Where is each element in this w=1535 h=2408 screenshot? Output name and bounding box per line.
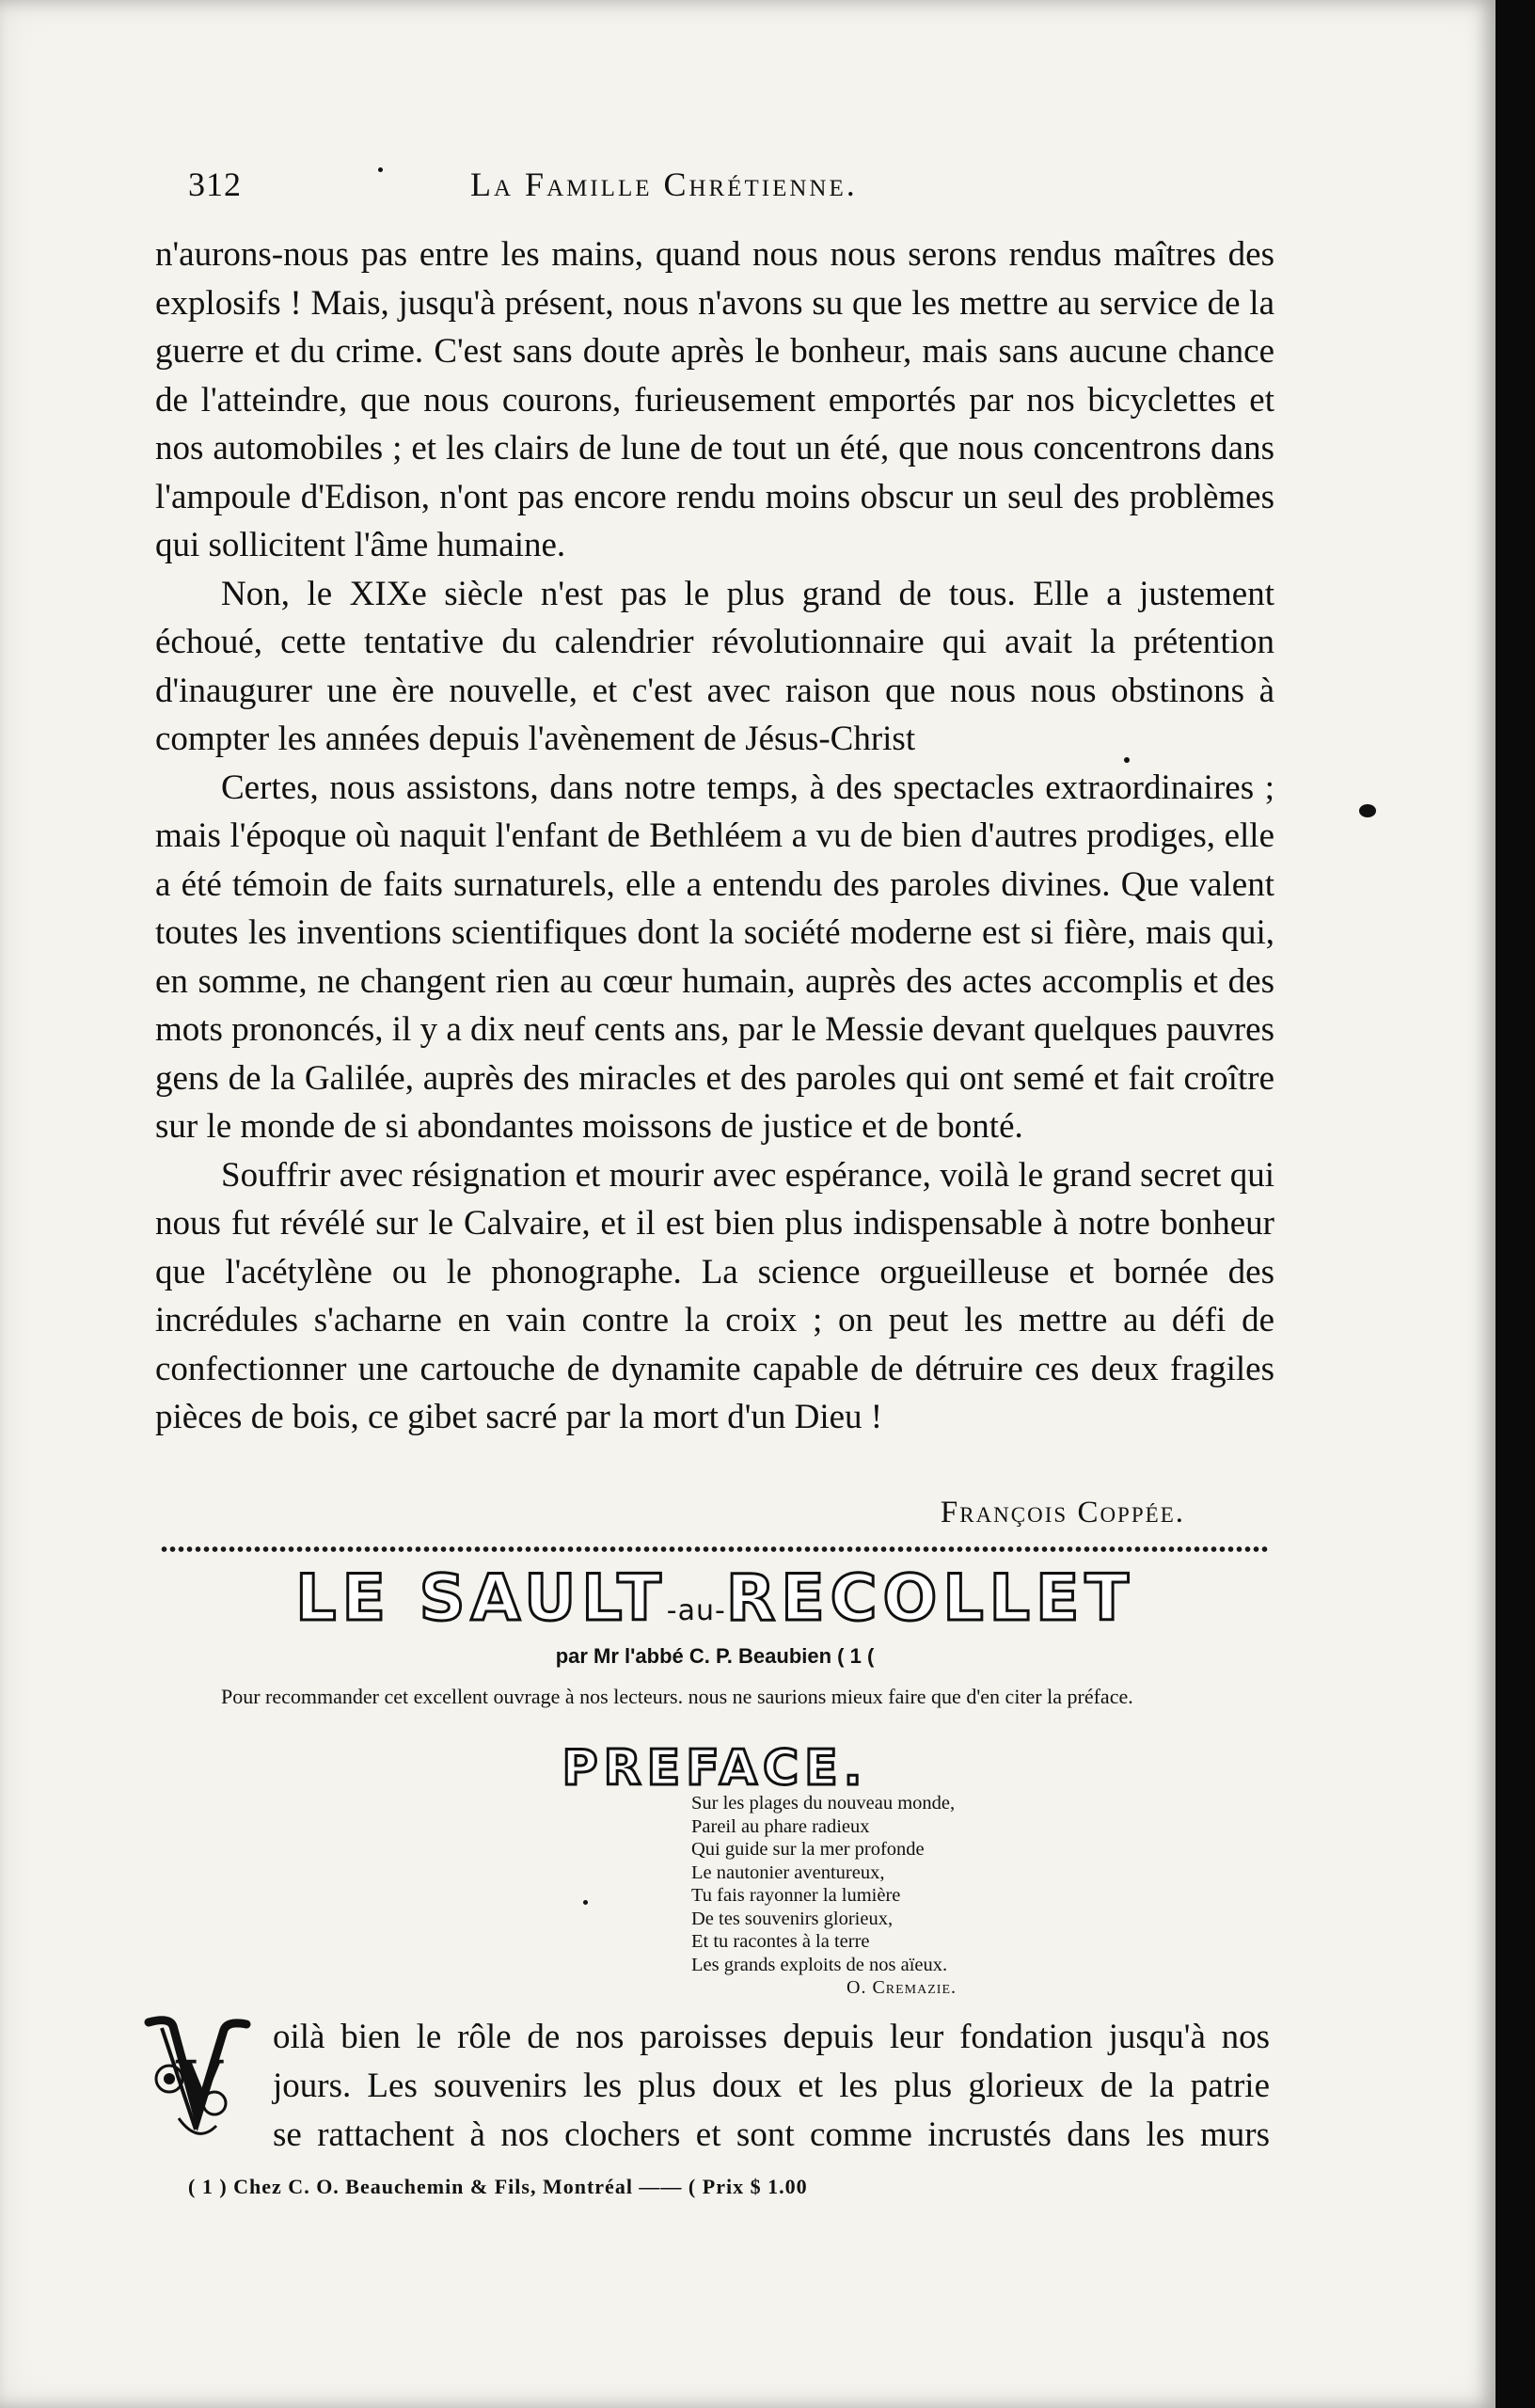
poem-line: Le nautonier aventureux, (691, 1861, 885, 1883)
running-head (169, 155, 1279, 212)
article-body (155, 230, 1274, 1442)
ink-speck (1359, 804, 1376, 817)
article-paragraph: Souffrir avec résignation et mourir avec espérance, voilà le grand secret qui nous fut révélé sur le Calvaire, et il est bien plus indispensable à notre bonheur que l'acétylène ou le phonographe. La science orgueilleuse et bornée des incrédules s'acharne en vain contre la croix ; on peut les mettre au défi de confectionner une cartouche de dynamite capable de détruire ces deux fragiles pièces de bois, ce gibet sacré par la mort d'un Dieu ! (155, 1155, 1274, 1436)
section-title-part1: LE SAULT (295, 1561, 667, 1636)
article-paragraph: n'aurons-nous pas entre les mains, quand nous nous serons rendus maîtres des explosifs ! Mais, jusqu'à présent, nous n'avons su que les mettre au service de la guerre et du crime. C'est sans doute après le bonheur, mais sans aucune chance de l'atteindre, que nous courons, furieusement emportés par nos bicyclettes et nos automobiles ; et les clairs de lune de tout un été, que nous concentrons dans l'ampoule d'Edison, n'ont pas encore rendu moins obscur un seul des problèmes qui sollicitent l'âme humaine. (155, 235, 1274, 564)
preface-title: PREFACE. (562, 1740, 868, 1797)
preface-body (273, 2013, 1270, 2160)
preface-line: oilà bien le rôle de nos paroisses depuis leur fondation jusqu'à nos (273, 2018, 1270, 2056)
ink-speck (1124, 757, 1130, 763)
ornamental-dropcap (141, 2013, 254, 2145)
poem-line: Sur les plages du nouveau monde, (691, 1793, 956, 1814)
poem-line: Les grands exploits de nos aïeux. (691, 1954, 948, 1975)
dotted-divider (160, 1545, 1270, 1553)
poem-line: De tes souvenirs glorieux, (691, 1908, 894, 1929)
section-byline: par Mr l'abbé C. P. Beaubien ( 1 ( (555, 1644, 875, 1668)
dropcap-letter: V (176, 2048, 223, 2118)
epigraph-poem (691, 1792, 1162, 1976)
journal-title: La Famille Chrétienne. (470, 166, 858, 203)
preface-line: jours. Les souvenirs les plus doux et les plus glorieux de la patrie (273, 2067, 1270, 2105)
poem-line: Pareil au phare radieux (691, 1815, 870, 1837)
poem-author: O. Cremazie. (847, 1977, 957, 1998)
section-intro: Pour recommander cet excellent ouvrage à nos lecteurs. nous ne saurions mieux faire que d'en citer la préface. (221, 1685, 1133, 1708)
footnote: ( 1 ) Chez C. O. Beauchemin & Fils, Montréal —— ( Prix $ 1.00 (188, 2175, 808, 2198)
author-signature: François Coppée. (940, 1496, 1185, 1529)
ink-speck (583, 1900, 588, 1905)
dropcap-ornament-icon (141, 2013, 254, 2145)
article-paragraph: Certes, nous assistons, dans notre temps, à des spectacles extraordinaires ; mais l'époque où naquit l'enfant de Bethléem a vu de bien d'autres prodiges, elle a été témoin de faits surnaturels, elle a entendu des paroles divines. Que valent toutes les inventions scientifiques dont la société moderne est si fière, mais qui, en somme, ne changent rien au cœur humain, auprès des actes accomplis et des mots prononcés, il y a dix neuf cents ans, par le Messie devant quelques pauvres gens de la Galilée, auprès des miracles et des paroles qui ont semé et fait croître sur le monde de si abondantes moissons de justice et de bonté. (155, 768, 1274, 1146)
section-title-connector: -au- (666, 1594, 726, 1627)
section-title-part2: RECOLLET (725, 1561, 1134, 1636)
poem-line: Qui guide sur la mer profonde (691, 1839, 925, 1860)
page-number: 312 (188, 166, 242, 203)
preface-line: se rattachent à nos clochers et sont comme incrustés dans les murs (273, 2115, 1270, 2154)
article-paragraph: Non, le XIXe siècle n'est pas le plus grand de tous. Elle a justement échoué, cette tentative du calendrier révolutionnaire qui avait la prétention d'inaugurer une ère nouvelle, et c'est avec raison que nous nous obstinons à compter les années depuis l'avènement de Jésus-Christ (155, 574, 1274, 758)
poem-line: Et tu racontes à la terre (691, 1931, 870, 1952)
poem-line: Tu fais rayonner la lumière (691, 1885, 901, 1906)
ink-speck (378, 167, 383, 172)
section-title (155, 1561, 1274, 1636)
